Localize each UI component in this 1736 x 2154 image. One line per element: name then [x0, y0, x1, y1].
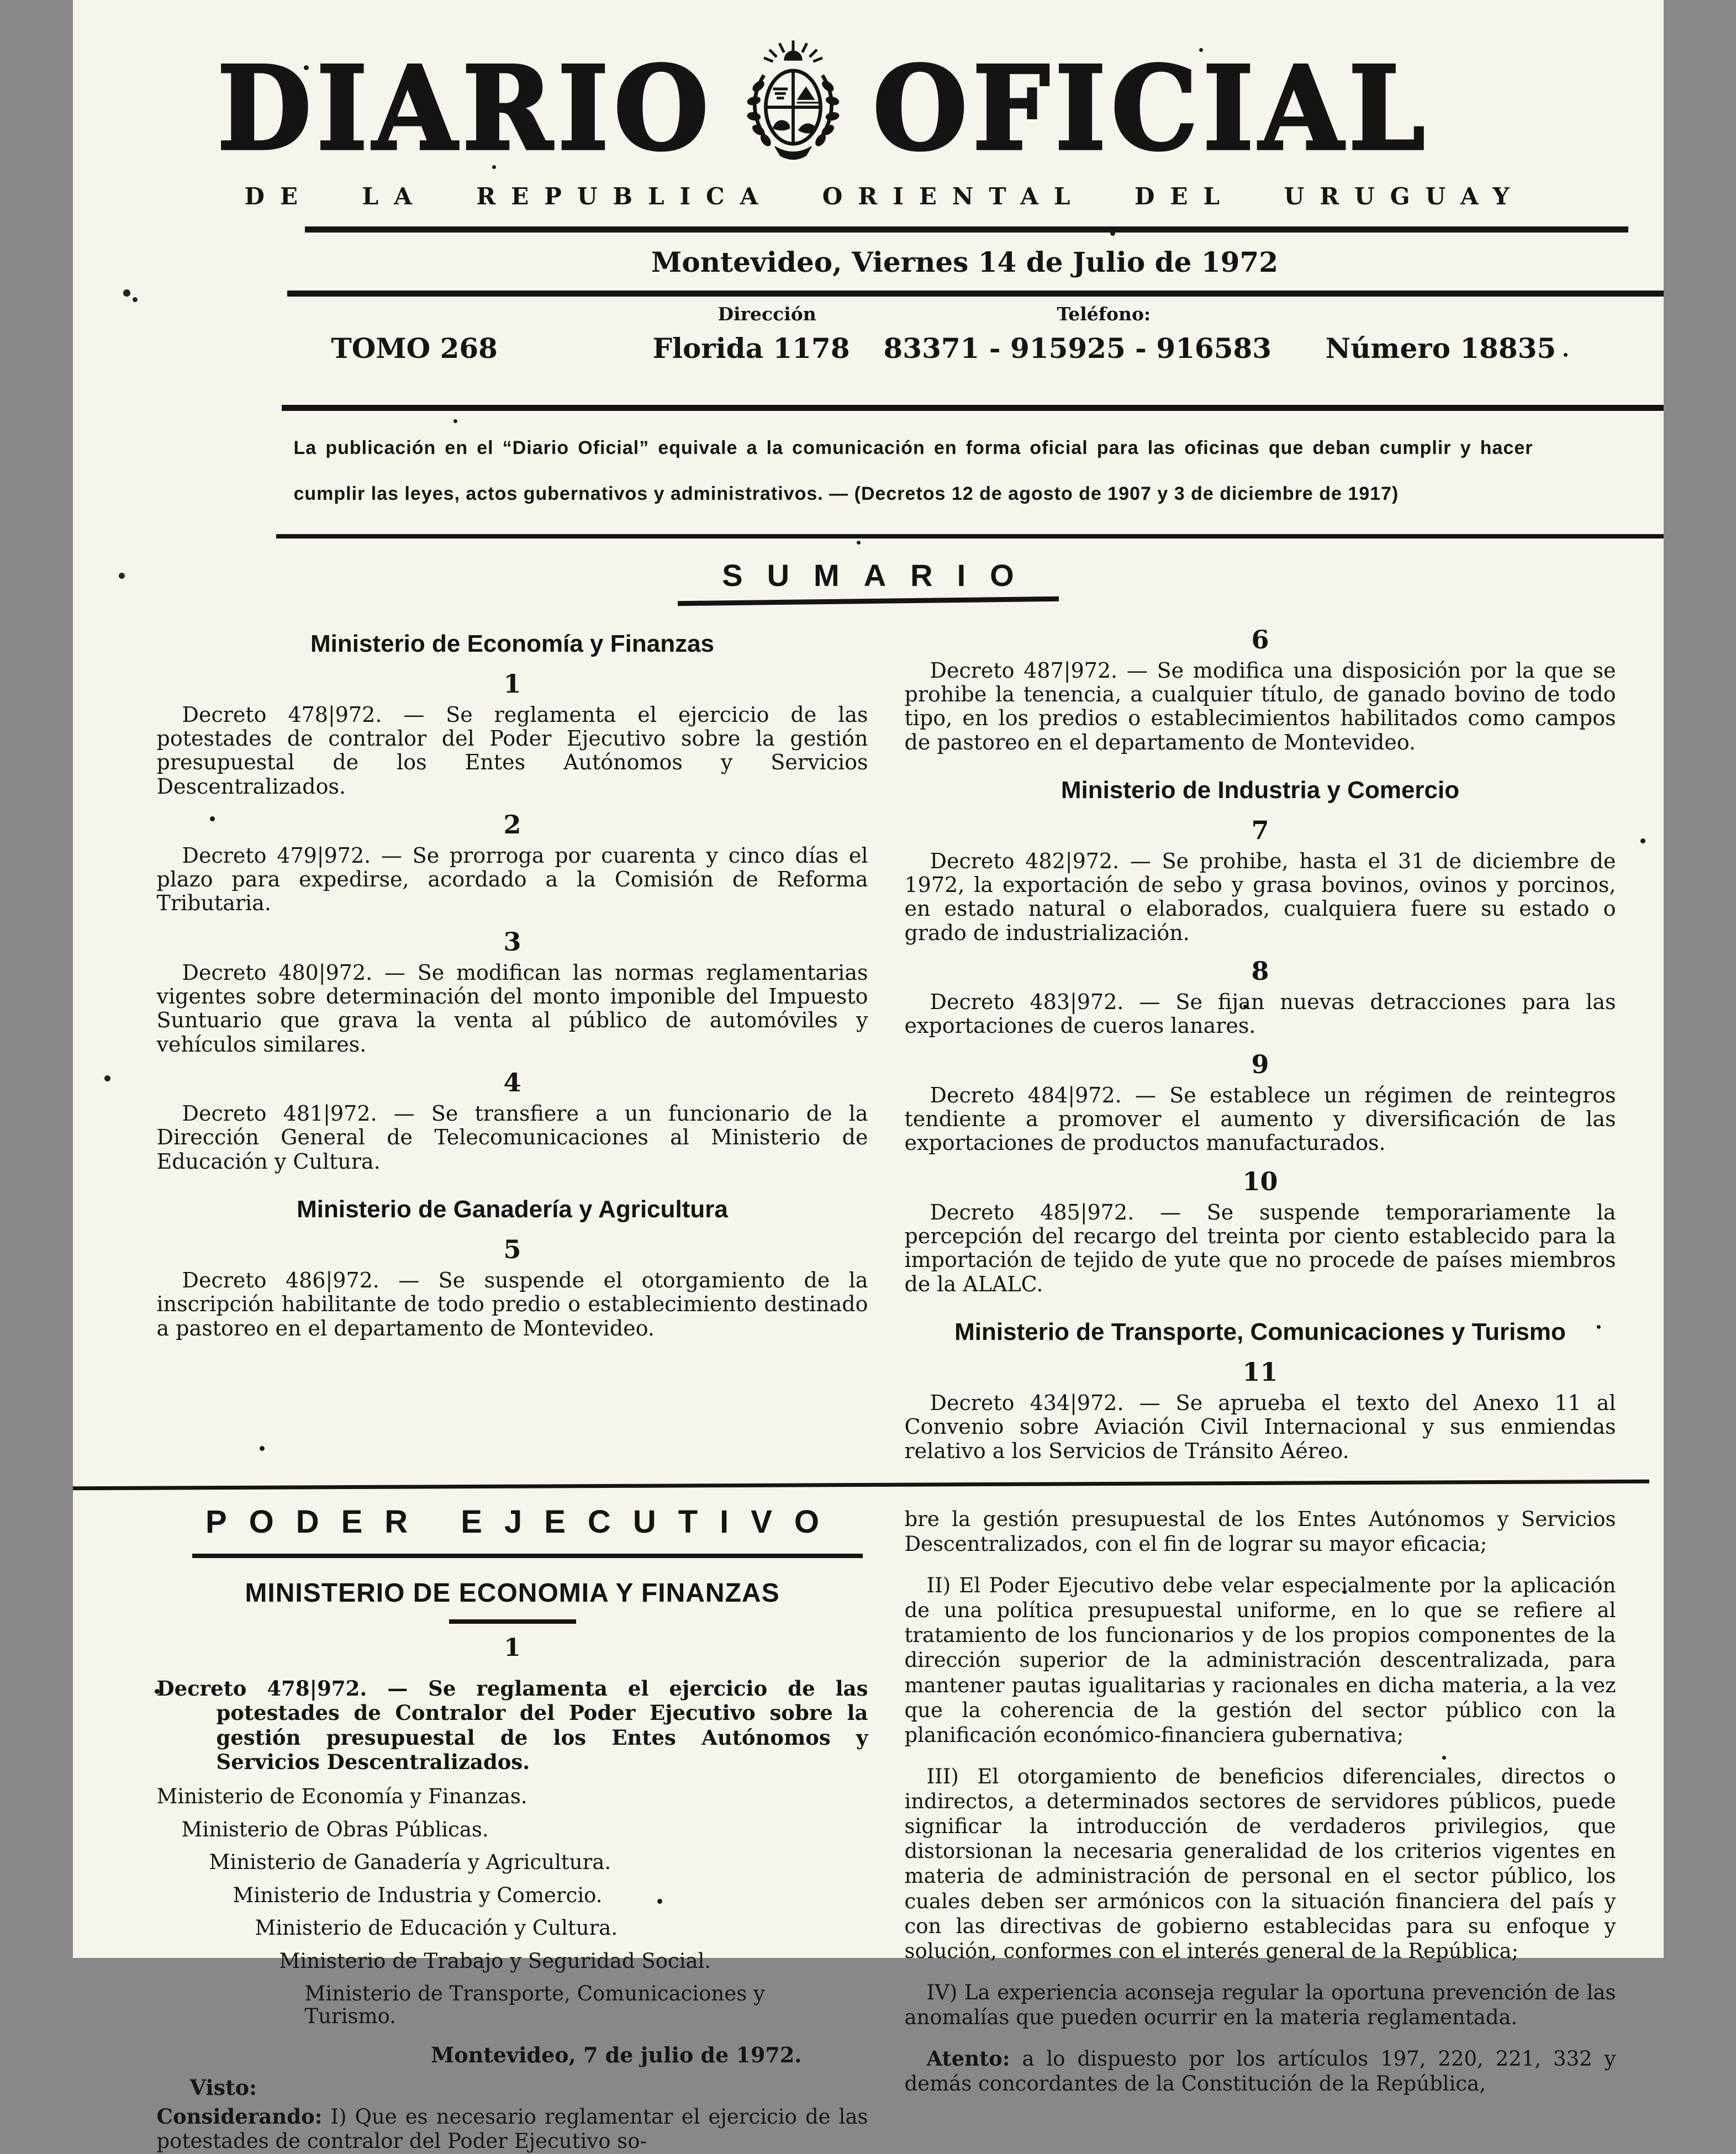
- masthead: [73, 0, 1664, 538]
- ministry-item: Ministerio de Educación y Cultura.: [255, 1917, 868, 1939]
- paragraph-ii: II) El Poder Ejecutivo debe velar especialmente por la aplicación de una política presupuestal uniforme, en lo que se refiere al tratamiento de los funcionarios y de los propios componentes de la dirección superior de la administración descentralizada, para mantener pautas igualitarias y racionales en dicha materia, a la vez que la coherencia de la gestión del sector público con la planificación económico-financiera gubernativa;: [905, 1573, 1616, 1748]
- atento-label: Atento:: [927, 2046, 1010, 2071]
- publication-notice: La publicación en el “Diario Oficial” equivale a la comunicación en forma oficial para las oficinas que deban cumplir y hacer cumplir las leyes, actos gubernativos y administrativos. — (Decretos 12 de agosto de 1907 y 3 de diciembre de 1917): [294, 425, 1533, 518]
- atento-text: a lo dispuesto por los artículos 197, 220, 221, 332 y demás concordantes de la Constitución de la República,: [905, 2047, 1616, 2095]
- uruguay-coat-of-arms-icon: [738, 39, 848, 168]
- continuation-paragraph: bre la gestión presupuestal de los Entes Autónomos y Servicios Descentralizados, con el fin de lograr su mayor eficacia;: [905, 1507, 1616, 1556]
- entry-text: Decreto 479|972. — Se prorroga por cuarenta y cinco días el plazo para expedirse, acordado a la Comisión de Reforma Tributaria.: [157, 844, 868, 916]
- ministry-item: Ministerio de Ganadería y Agricultura.: [209, 1851, 868, 1873]
- entry-text: Decreto 481|972. — Se transfiere a un funcionario de la Dirección General de Telecomunicaciones al Ministerio de Educación y Cultura.: [157, 1102, 868, 1174]
- ministry-item: Ministerio de Industria y Comercio.: [233, 1884, 868, 1907]
- ministry-item: Ministerio de Transporte, Comunicaciones y Turismo.: [305, 1982, 824, 2028]
- entry-text: Decreto 478|972. — Se reglamenta el ejercicio de las potestades de contralor del Poder Ejecutivo sobre la gestión presupuestal de los Entes Autónomos y Servicios Descentralizados.: [157, 703, 868, 799]
- considerando-label: Considerando:: [157, 2104, 323, 2129]
- sumario-columns: [73, 604, 1664, 1463]
- entry-number: 10: [905, 1166, 1616, 1196]
- decree-number: 1: [157, 1634, 868, 1662]
- atento-paragraph: [905, 2046, 1616, 2096]
- entry-number: 4: [157, 1068, 868, 1097]
- divider-rule: [282, 405, 1664, 411]
- ministry-item: Ministerio de Obras Públicas.: [182, 1818, 868, 1841]
- entry-text: Decreto 484|972. — Se establece un régimen de reintegros tendiente a promover el aumento y diversificación de las exportaciones de productos manufacturados.: [905, 1084, 1616, 1155]
- sumario-title: SUMARIO: [73, 557, 1664, 593]
- tomo-value: TOMO 268: [331, 332, 498, 365]
- paragraph-iii: III) El otorgamiento de beneficios diferenciales, directos o indirectos, a determinados sectores de servidores públicos, puede significar la introducción de verdaderos privilegios, que distorsionan la necesaria generalidad de los criterios vigentes en materia de administración de personal en el sector público, los cuales deben ser armónicos con la situación financiera del país y con las directivas de gobierno establecidas para su enfoque y solución, conformes con el interés general de la República;: [905, 1764, 1616, 1963]
- poder-ejecutivo-section: [73, 1487, 1664, 2154]
- telefono-value: 83371 - 915925 - 916583: [884, 332, 1272, 365]
- entry-text: Decreto 485|972. — Se suspende temporariamente la percepción del recargo del treinta por ciento establecido para la importación de tejido de yute que no procede de países miembros de la ALALC.: [905, 1201, 1616, 1296]
- masthead-title-right: OFICIAL: [873, 51, 1430, 166]
- ministry-item: Ministerio de Economía y Finanzas.: [157, 1785, 868, 1808]
- numero-value: Número 18835: [1326, 332, 1556, 365]
- entry-number: 2: [157, 810, 868, 840]
- issue-info-row: [73, 303, 1664, 390]
- sumario-heading-ganaderia: Ministerio de Ganadería y Agricultura: [157, 1196, 868, 1223]
- body-left-column: [157, 1496, 868, 2154]
- newspaper-page: [73, 0, 1664, 1958]
- considerando-paragraph: [157, 2104, 868, 2154]
- body-columns: [73, 1487, 1664, 2154]
- considerando-text: I) Que es necesario reglamentar el ejercicio de las potestades de contralor del Poder Ejecutivo so-: [157, 2105, 868, 2153]
- entry-text: Decreto 480|972. — Se modifican las normas reglamentarias vigentes sobre determinación del monto imponible del Impuesto Suntuario que grava la venta al público de automóviles y vehículos similares.: [157, 961, 868, 1057]
- sumario-right-column: [905, 608, 1616, 1463]
- place-dateline: Montevideo, 7 de julio de 1972.: [157, 2042, 802, 2067]
- entry-number: 11: [905, 1357, 1616, 1387]
- telefono-label: Teléfono:: [1057, 303, 1151, 325]
- ministry-section-heading: MINISTERIO DE ECONOMIA Y FINANZAS: [157, 1578, 868, 1608]
- ministries-list: [157, 1785, 868, 2028]
- paragraph-iv: IV) La experiencia aconseja regular la oportuna prevención de las anomalías que pueden ocurrir en la materia reglamentada.: [905, 1980, 1616, 2030]
- sumario-section: [73, 557, 1664, 1463]
- sumario-left-column: [157, 608, 868, 1340]
- poder-ejecutivo-title: PODER EJECUTIVO: [157, 1503, 868, 1540]
- direccion-label: Dirección: [718, 303, 816, 325]
- sumario-heading-industria: Ministerio de Industria y Comercio: [905, 777, 1616, 804]
- entry-number: 1: [157, 669, 868, 699]
- sumario-heading-transporte: Ministerio de Transporte, Comunicaciones y Turismo: [905, 1318, 1616, 1346]
- entry-text: Decreto 434|972. — Se aprueba el texto del Anexo 11 al Convenio sobre Aviación Civil Internacional y sus enmiendas relativo a los Servicios de Tránsito Aéreo.: [905, 1391, 1616, 1463]
- title-underline-rule: [192, 1554, 863, 1558]
- divider-rule: [276, 534, 1664, 538]
- entry-text: Decreto 487|972. — Se modifica una disposición por la que se prohibe la tenencia, a cualquier título, de ganado bovino de todo tipo, en los predios o establecimientos habilitados como campos de pastoreo en el departamento de Montevideo.: [905, 659, 1616, 754]
- entry-number: 9: [905, 1049, 1616, 1079]
- masthead-subtitle: DE LA REPUBLICA ORIENTAL DEL URUGUAY: [89, 183, 1680, 210]
- sumario-heading-economia: Ministerio de Economía y Finanzas: [157, 630, 868, 658]
- visto-label: Visto:: [190, 2075, 868, 2100]
- short-rule: [449, 1619, 576, 1624]
- divider-rule: [305, 226, 1628, 233]
- decree-summary: Decreto 478|972. — Se reglamenta el ejercicio de las potestades de Contralor del Poder Ejecutivo sobre la gestión presupuestal de los Entes Autónomos y Servicios Descentralizados.: [157, 1676, 868, 1775]
- scan-noise-artifacts: [73, 0, 76, 3]
- dateline: Montevideo, Viernes 14 de Julio de 1972: [170, 246, 1736, 278]
- entry-number: 7: [905, 815, 1616, 845]
- masthead-title: [29, 49, 1619, 168]
- entry-number: 3: [157, 927, 868, 957]
- entry-number: 6: [905, 625, 1616, 654]
- direccion-value: Florida 1178: [653, 332, 850, 365]
- entry-number: 5: [157, 1234, 868, 1264]
- masthead-title-left: DIARIO: [217, 51, 714, 166]
- entry-number: 8: [905, 956, 1616, 986]
- ministry-item: Ministerio de Trabajo y Seguridad Social.: [279, 1950, 868, 1972]
- entry-text: Decreto 482|972. — Se prohibe, hasta el 31 de diciembre de 1972, la exportación de sebo y grasa bovinos, ovinos y porcinos, en estado natural o elaborados, cualquiera fuere su estado o grado de industrialización.: [905, 849, 1616, 945]
- entry-text: Decreto 486|972. — Se suspende el otorgamiento de la inscripción habilitante de todo predio o establecimiento destinado a pastoreo en el departamento de Montevideo.: [157, 1269, 868, 1340]
- body-right-column: [905, 1496, 1616, 2097]
- divider-rule: [287, 291, 1664, 297]
- entry-text: Decreto 483|972. — Se fijan nuevas detracciones para las exportaciones de cueros lanares.: [905, 990, 1616, 1038]
